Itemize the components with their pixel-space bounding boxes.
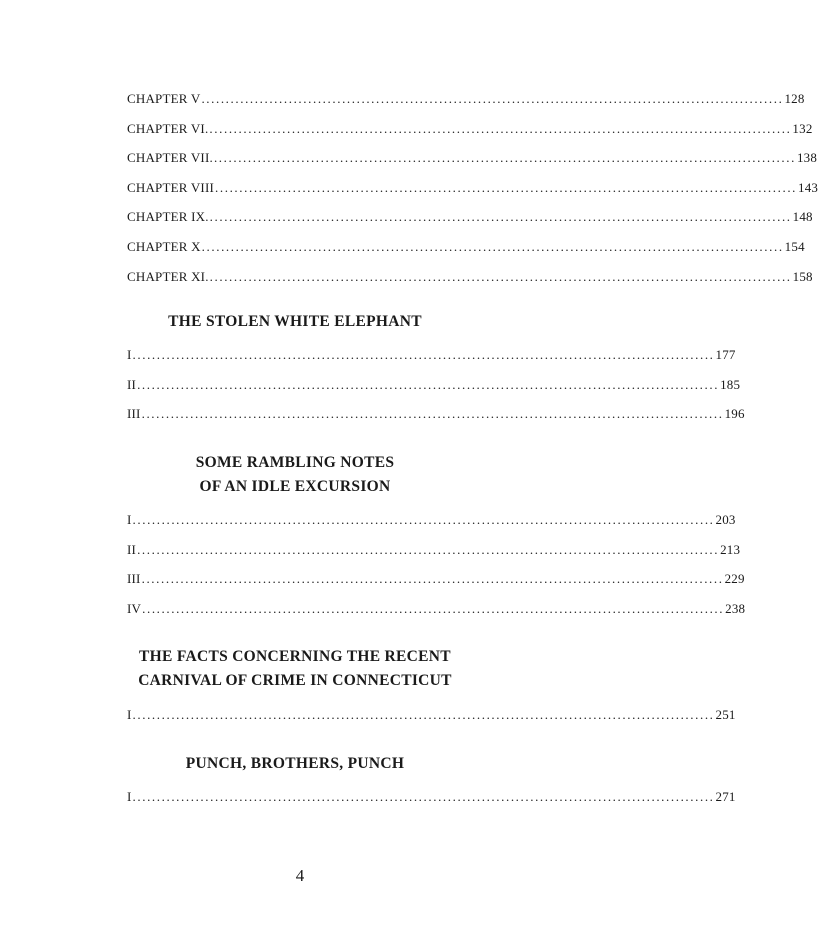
toc-entry [127,179,818,210]
toc-entry-page: 185 [720,376,741,392]
toc-entry [127,571,745,601]
toc-entry-label: CHAPTER X [127,238,201,254]
toc-entry [127,347,736,377]
toc-entry-label: CHAPTER V [127,91,201,106]
toc-entry [127,209,813,239]
toc-entry-page: 229 [724,571,745,587]
toc-entry-label: IV [127,600,142,616]
toc-section-list [127,511,746,630]
toc-entry-page: 154 [784,238,805,254]
toc-entry [127,788,736,819]
toc-section-list [127,347,745,436]
toc-entry-label: CHAPTER VIII [127,179,215,195]
toc-entry [127,120,813,151]
section-title [127,451,463,499]
toc-entry-label: I [127,511,132,527]
dot-leader: ........................................................................................................................ [209,268,792,284]
toc-entry-label: CHAPTER IX. [127,209,209,225]
section-title-line: SOME RAMBLING NOTES [195,453,395,471]
section-title [127,645,463,693]
toc-entry [127,707,736,737]
toc-entry [127,238,805,269]
dot-leader: ........................................................................................................................ [141,571,724,587]
toc-entry-page: 196 [724,406,745,422]
section-title-line: OF AN IDLE EXCURSION [199,477,391,495]
dot-leader: ........................................................................................................................ [215,179,798,195]
dot-leader: ........................................................................................................................ [137,376,720,392]
toc-entry [127,511,736,542]
toc-entry-label: CHAPTER VI. [127,120,209,136]
toc-entry [127,91,805,121]
dot-leader: ........................................................................................................................ [137,541,720,557]
dot-leader: ........................................................................................................................ [201,238,784,254]
toc-entry [127,150,818,180]
toc-entry-label: II [127,376,137,392]
toc-entry-page: 251 [715,707,736,723]
toc-entry-page: 148 [792,209,813,225]
dot-leader: ........................................................................................................................ [132,707,715,723]
toc-entry-page: 238 [725,600,746,616]
toc-chapter-list [127,91,818,298]
toc-entry-page: 132 [792,120,813,136]
toc-entry-label: II [127,541,137,557]
dot-leader: ........................................................................................................................ [142,600,725,616]
toc-entry-label: CHAPTER XI. [127,268,209,284]
toc-entry-label: I [127,788,132,804]
toc-entry [127,376,741,407]
section-title [127,310,463,334]
dot-leader: ........................................................................................................................ [213,150,796,166]
toc-entry-page: 177 [715,347,736,363]
toc-entry [127,600,746,631]
section-title-line: PUNCH, BROTHERS, PUNCH [185,754,405,772]
dot-leader: ........................................................................................................................ [141,406,724,422]
toc-entry-page: 128 [784,91,805,106]
toc-section-list [127,707,736,737]
toc-entry-label: I [127,707,132,723]
toc-entry-page: 138 [796,150,818,166]
toc-entry [127,406,745,436]
toc-entry [127,268,813,299]
toc-entry [127,541,741,572]
dot-leader: ........................................................................................................................ [209,209,792,225]
toc-section-list [127,788,736,819]
toc-entry-page: 271 [715,788,736,804]
toc-entry-page: 203 [715,511,736,527]
dot-leader: ........................................................................................................................ [132,511,715,527]
section-title-line: CARNIVAL OF CRIME IN CONNECTICUT [138,672,452,690]
toc-entry-page: 143 [798,179,818,195]
toc-entry-page: 158 [792,268,813,284]
page-number: 4 [295,866,305,885]
table-of-contents [127,91,818,819]
section-title [127,752,463,776]
section-title-line: THE FACTS CONCERNING THE RECENT [139,648,451,666]
toc-entry-page: 213 [720,541,741,557]
toc-entry-label: CHAPTER VII. [127,150,213,166]
dot-leader: ........................................................................................................................ [209,120,792,136]
dot-leader: ........................................................................................................................ [201,91,784,106]
toc-entry-label: III [127,571,141,587]
toc-entry-label: I [127,347,132,363]
dot-leader: ........................................................................................................................ [132,347,715,363]
toc-entry-label: III [127,406,141,422]
section-title-line: THE STOLEN WHITE ELEPHANT [168,313,422,331]
dot-leader: ........................................................................................................................ [132,788,715,804]
